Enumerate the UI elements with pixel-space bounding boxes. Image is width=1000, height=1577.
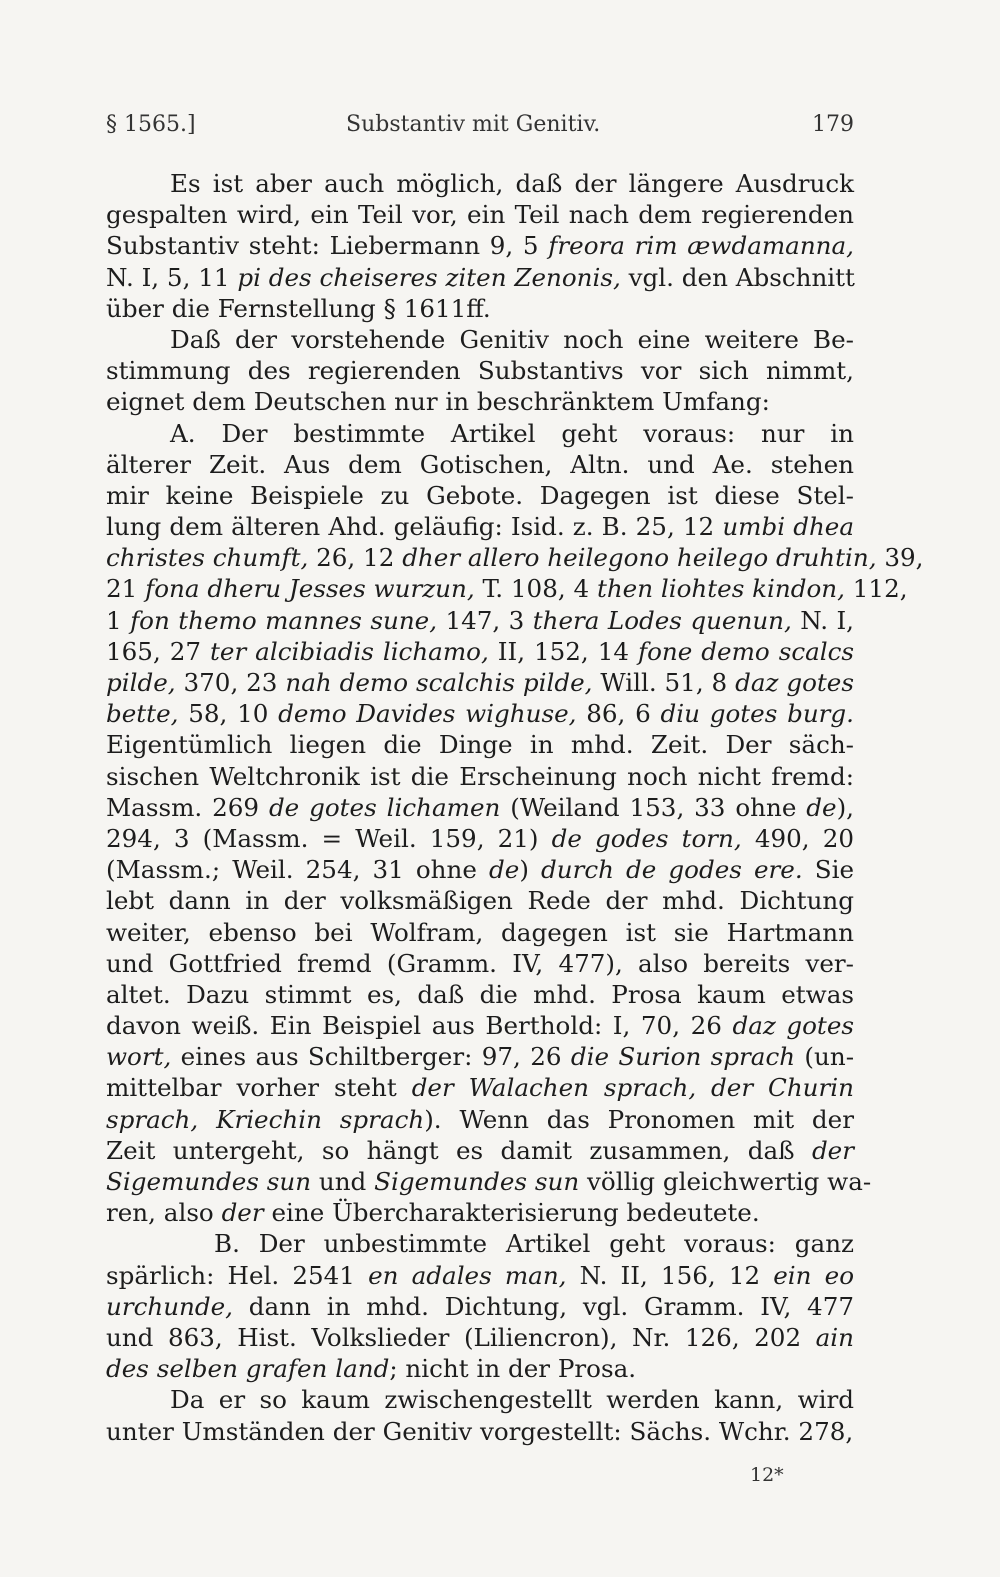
text-line — [106, 1384, 854, 1415]
text-segment: (Massm.; Weil. 254, 31 ohne — [106, 855, 489, 885]
text-line — [106, 698, 854, 729]
text-segment: Sie — [802, 855, 855, 885]
text-line — [106, 1135, 854, 1166]
italic-citation: die Surion sprach — [570, 1042, 796, 1072]
text-line — [106, 636, 854, 667]
text-segment: B. Der unbestimmte Artikel geht voraus: ganz — [214, 1229, 854, 1259]
italic-citation: then liohtes kindon, — [596, 574, 845, 604]
text-segment: 112, — [844, 574, 908, 604]
text-segment: 490, 20 — [741, 823, 854, 853]
text-line — [106, 168, 854, 199]
text-segment: mittelbar vorher steht — [106, 1073, 412, 1103]
text-segment: 26, 12 — [308, 543, 403, 573]
text-segment: ; nicht in der Prosa. — [389, 1354, 637, 1384]
text-segment: ). Wenn das Pronomen mit der — [424, 1104, 854, 1134]
text-segment: 58, 10 — [178, 699, 279, 729]
text-line — [106, 418, 854, 449]
text-segment: älterer Zeit. Aus dem Gotischen, Altn. und Ae. stehen — [106, 449, 854, 479]
text-line — [106, 1353, 854, 1384]
text-segment: 294, 3 (Massm. = Weil. 159, 21) — [106, 823, 552, 853]
text-segment: sischen Weltchronik ist die Erscheinung noch nicht fremd: — [106, 761, 854, 791]
text-line — [106, 1228, 854, 1259]
italic-citation: der — [811, 1135, 854, 1165]
text-segment: lebt dann in der volksmäßigen Rede der mhd. Dichtung — [106, 886, 854, 916]
text-segment: altet. Dazu stimmt es, daß die mhd. Prosa kaum etwas — [106, 979, 854, 1009]
text-segment: Substantiv steht: Liebermann 9, 5 — [106, 231, 549, 261]
text-segment: und — [311, 1167, 375, 1196]
text-line — [106, 1104, 854, 1135]
text-segment: über die Fernstellung § 1611ff. — [106, 293, 491, 323]
text-line — [106, 293, 854, 324]
text-segment: N. I, — [791, 605, 854, 635]
text-line — [106, 230, 854, 261]
text-line — [106, 823, 854, 854]
italic-citation: demo Davides wighuse, — [278, 699, 577, 729]
text-segment: dann in mhd. Dichtung, vgl. Gramm. IV, 477 — [233, 1291, 854, 1321]
text-line — [106, 948, 854, 979]
italic-citation: nah demo scalchis pilde, — [285, 668, 593, 697]
italic-citation: sprach, Kriechin sprach — [106, 1104, 425, 1134]
text-segment: (Weiland 153, 33 ohne — [500, 792, 807, 822]
text-line — [106, 667, 854, 698]
text-line — [106, 917, 854, 948]
text-line — [106, 979, 854, 1010]
text-segment: lung dem älteren Ahd. geläufig: Isid. z. B. 25, 12 — [106, 512, 723, 542]
italic-citation: ain — [815, 1322, 854, 1352]
text-segment: ) — [519, 855, 541, 885]
text-line — [106, 1166, 872, 1197]
text-segment: Daß der vorstehende Genitiv noch eine weitere Be- — [170, 324, 854, 354]
text-segment: eine Übercharakterisierung bedeutete. — [263, 1198, 760, 1228]
italic-citation: urchunde, — [106, 1291, 234, 1321]
italic-citation: dher allero heilegono heilego druhtin, — [402, 543, 877, 573]
text-line — [106, 1416, 854, 1447]
italic-citation: Sigemundes sun — [374, 1167, 580, 1196]
text-line — [106, 605, 854, 636]
text-segment: Es ist aber auch möglich, daß der längere Ausdruck — [170, 169, 854, 198]
text-line — [106, 729, 854, 760]
italic-citation: Sigemundes sun — [106, 1167, 312, 1196]
italic-citation: christes chumft, — [106, 543, 309, 573]
text-segment: 39, — [876, 543, 924, 573]
text-segment: 165, 27 — [106, 636, 211, 666]
running-header — [106, 112, 854, 142]
italic-citation: de gotes lichamen — [268, 792, 501, 822]
text-segment: N. II, 156, 12 — [566, 1260, 774, 1290]
text-segment: Zeit untergeht, so hängt es damit zusammen, daß — [106, 1135, 812, 1165]
text-segment: N. I, 5, 11 — [106, 262, 238, 292]
running-title: Substantiv mit Genitiv. — [346, 112, 601, 137]
text-line — [106, 1291, 854, 1322]
text-segment: eignet dem Deutschen nur in beschränktem Umfang: — [106, 387, 770, 417]
italic-citation: fone demo scalcs — [638, 636, 855, 666]
page-number: 179 — [812, 112, 854, 137]
text-segment: davon weiß. Ein Beispiel aus Berthold: I, 70, 26 — [106, 1011, 733, 1041]
italic-citation: en adales man, — [368, 1260, 567, 1290]
text-segment: vgl. den Abschnitt — [620, 262, 855, 292]
italic-citation: der — [221, 1198, 264, 1228]
text-line — [106, 355, 854, 386]
text-segment: eines aus Schiltberger: 97, 26 — [171, 1042, 571, 1072]
text-segment: spärlich: Hel. 2541 — [106, 1260, 369, 1290]
italic-citation: ein eo — [773, 1260, 855, 1290]
text-line — [106, 324, 854, 355]
text-segment: mir keine Beispiele zu Gebote. Dagegen ist diese Stel- — [106, 480, 854, 510]
text-line — [106, 1322, 854, 1353]
text-line — [106, 792, 854, 823]
italic-citation: durch de godes ere. — [541, 855, 803, 885]
text-segment: 147, 3 — [437, 605, 533, 635]
italic-citation: umbi dhea — [722, 512, 855, 542]
text-segment: stimmung des regierenden Substantivs vor sich nimmt, — [106, 356, 854, 386]
text-segment: unter Umständen der Genitiv vorgestellt: Sächs. Wchr. 278, — [106, 1416, 854, 1446]
italic-citation: pilde, — [106, 668, 176, 697]
text-line — [106, 511, 854, 542]
italic-citation: de — [806, 792, 837, 822]
text-segment: T. 108, 4 — [474, 574, 597, 604]
text-segment: 86, 6 — [576, 699, 661, 729]
text-segment: (un- — [795, 1042, 855, 1072]
text-segment: Da er so kaum zwischengestellt werden kann, wird — [170, 1385, 854, 1415]
body-text — [106, 168, 924, 1447]
italic-citation: der Walachen sprach, der Churin — [411, 1073, 854, 1103]
text-line — [106, 449, 854, 480]
text-segment: A. Der bestimmte Artikel geht voraus: nur in — [170, 418, 854, 448]
italic-citation: fona dheru Jesses wurzun, — [145, 574, 475, 604]
text-line — [106, 573, 908, 604]
text-line — [106, 542, 924, 573]
italic-citation: freora rim æwdamanna, — [548, 231, 854, 261]
italic-citation: de — [489, 855, 520, 885]
text-line — [106, 262, 854, 293]
text-line — [106, 1010, 854, 1041]
text-segment: 21 — [106, 574, 146, 604]
section-reference: § 1565.] — [106, 112, 196, 137]
italic-citation: daz gotes — [735, 668, 854, 697]
italic-citation: bette, — [106, 699, 179, 729]
italic-citation: fon themo mannes sune, — [130, 605, 438, 635]
italic-citation: thera Lodes quenun, — [532, 605, 792, 635]
text-line — [106, 1197, 854, 1228]
text-segment: und Gottfried fremd (Gramm. IV, 477), also bereits ver- — [106, 948, 854, 978]
italic-citation: des selben grafen land — [106, 1354, 390, 1384]
text-line — [106, 199, 854, 230]
text-segment: ), — [836, 792, 854, 822]
text-line — [106, 885, 854, 916]
italic-citation: pi des cheiseres ziten Zenonis, — [237, 262, 621, 292]
italic-citation: wort, — [106, 1042, 172, 1072]
text-segment: ren, also — [106, 1198, 222, 1228]
text-segment: gespalten wird, ein Teil vor, ein Teil nach dem regierenden — [106, 200, 854, 230]
italic-citation: daz gotes — [732, 1011, 854, 1041]
text-line — [106, 854, 854, 885]
text-line — [106, 480, 854, 511]
text-segment: völlig gleichwertig wa- — [579, 1167, 872, 1196]
text-segment: 370, 23 — [175, 668, 286, 697]
text-segment: weiter, ebenso bei Wolfram, dagegen ist sie Hartmann — [106, 917, 854, 947]
text-line — [106, 761, 854, 792]
italic-citation: de godes torn, — [551, 823, 742, 853]
signature-mark: 12* — [750, 1464, 784, 1486]
text-segment: Will. 51, 8 — [592, 668, 736, 697]
text-segment: 1 — [106, 605, 131, 635]
text-line — [106, 1260, 854, 1291]
text-line — [106, 1072, 854, 1103]
text-segment: Massm. 269 — [106, 792, 269, 822]
text-segment: Eigentümlich liegen die Dinge in mhd. Zeit. Der säch- — [106, 730, 854, 760]
italic-citation: diu gotes burg. — [660, 699, 854, 729]
text-line — [106, 386, 854, 417]
italic-citation: ter alcibiadis lichamo, — [210, 636, 489, 666]
text-segment: II, 152, 14 — [488, 636, 639, 666]
text-line — [106, 1041, 854, 1072]
text-segment: und 863, Hist. Volkslieder (Liliencron), Nr. 126, 202 — [106, 1322, 816, 1352]
